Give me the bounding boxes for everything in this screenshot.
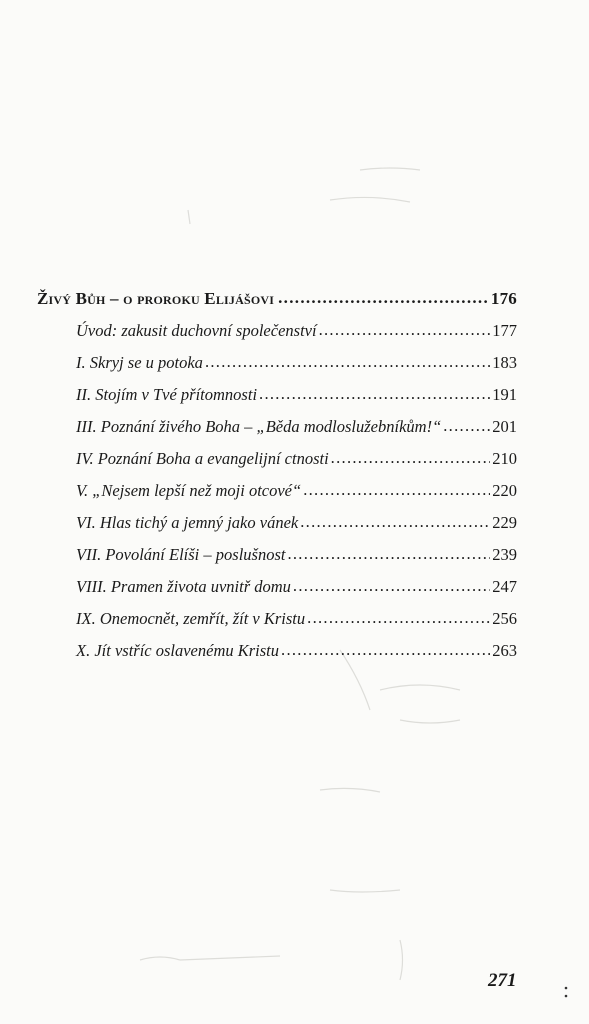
toc-entry-title: V. „Nejsem lepší než moji otcové“ [76, 481, 302, 500]
toc-entry-title: II. Stojím v Tvé přítomnosti [76, 385, 258, 404]
toc-entry [37, 411, 517, 443]
toc-entry-title: X. Jít vstříc oslavenému Kristu [76, 641, 280, 660]
toc-entry-page: 183 [492, 353, 517, 372]
toc-heading [37, 283, 517, 315]
toc-entry-page: 263 [492, 641, 517, 660]
toc-entry [37, 539, 517, 571]
dot-leader [443, 410, 490, 442]
toc-entry [37, 571, 517, 603]
toc-entry-title: VI. Hlas tichý a jemný jako vánek [76, 513, 299, 532]
toc-entry-title: III. Poznání živého Boha – „Běda modloslužebníkům!“ [76, 417, 442, 436]
page-number: 271 [488, 970, 517, 991]
toc-entry-title: I. Skryj se u potoka [76, 353, 203, 372]
toc-entry-title: VII. Povolání Elíši – poslušnost [76, 545, 286, 564]
toc-entry [37, 443, 517, 475]
dot-leader [281, 634, 490, 666]
dot-leader [319, 314, 491, 346]
toc-heading-title: Živý Bůh – o proroku Elijášovi [37, 289, 275, 308]
toc-entry [37, 603, 517, 635]
toc-entry [37, 379, 517, 411]
dot-leader [278, 282, 489, 314]
toc-entry-title: IV. Poznání Boha a evangelijní ctnosti [76, 449, 329, 468]
toc-entry [37, 635, 517, 667]
dot-leader [307, 602, 490, 634]
toc-entry-page: 177 [492, 321, 517, 340]
table-of-contents [37, 283, 517, 667]
toc-entry-page: 247 [492, 577, 517, 596]
toc-entry-title: VIII. Pramen života uvnitř domu [76, 577, 291, 596]
dot-leader [287, 538, 490, 570]
dot-leader [331, 442, 491, 474]
dot-leader [293, 570, 490, 602]
toc-entry-page: 191 [492, 385, 517, 404]
toc-entry-page: 229 [492, 513, 517, 532]
toc-entry-page: 239 [492, 545, 517, 564]
dot-leader [303, 474, 490, 506]
toc-heading-page: 176 [490, 289, 517, 308]
toc-entry-title: IX. Onemocnět, zemřít, žít v Kristu [76, 609, 306, 628]
dot-leader [300, 506, 490, 538]
toc-entry-title: Úvod: zakusit duchovní společenství [76, 321, 317, 340]
toc-entry [37, 315, 517, 347]
dot-leader [259, 378, 490, 410]
toc-entry-page: 220 [492, 481, 517, 500]
toc-entry-page: 210 [492, 449, 517, 468]
toc-entry-page: 201 [492, 417, 517, 436]
toc-entry [37, 475, 517, 507]
dot-leader [205, 346, 490, 378]
toc-entry [37, 507, 517, 539]
toc-entry-page: 256 [492, 609, 517, 628]
toc-entry [37, 347, 517, 379]
